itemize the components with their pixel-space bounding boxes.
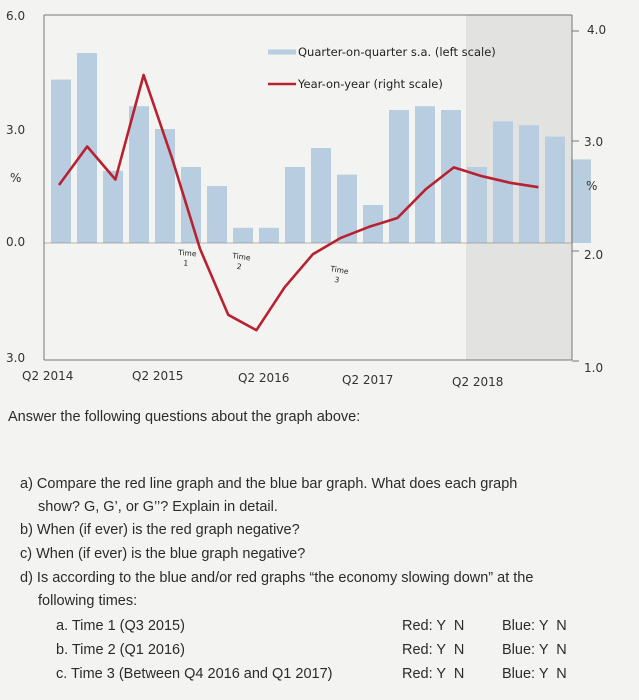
time2-label: b. Time 2 (Q1 2016) (56, 642, 185, 658)
right-tick-2: 2.0 (584, 248, 604, 262)
question-c: c) When (if ever) is the blue graph negative? (20, 546, 306, 562)
bar-16 (467, 167, 487, 243)
bar-2 (103, 171, 123, 243)
legend-bar-label: Quarter-on-quarter s.a. (left scale) (298, 45, 496, 59)
time1-label: a. Time 1 (Q3 2015) (56, 618, 185, 634)
x-tick-4: Q2 2018 (452, 375, 504, 389)
left-tick-3: 3.0 (6, 351, 26, 365)
time-annotation-1-word: Time (177, 248, 197, 259)
bar-4 (155, 129, 175, 243)
bar-8 (259, 228, 279, 243)
bar-7 (233, 228, 253, 243)
left-tick-0: 6.0 (6, 9, 26, 23)
time-annotation-1 (176, 248, 197, 268)
time3-row (56, 666, 631, 682)
bar-20 (571, 159, 591, 243)
time-annotation-1-number: 1 (183, 258, 189, 268)
question-d-line1: d) Is according to the blue and/or red graphs “the economy slowing down” at the (20, 570, 534, 586)
bar-10 (311, 148, 331, 243)
right-tick-0: 4.0 (587, 23, 607, 37)
legend-line-label: Year-on-year (right scale) (298, 77, 443, 91)
time1-red: Red: Y N (402, 618, 465, 634)
x-tick-2: Q2 2016 (238, 371, 290, 385)
question-a-line1: a) Compare the red line graph and the blue bar graph. What does each graph (20, 476, 518, 492)
bar-0 (51, 80, 71, 243)
right-tick-3: 1.0 (584, 361, 604, 375)
bar-13 (389, 110, 409, 243)
intro-text: Answer the following questions about the graph above: (8, 409, 361, 425)
bar-5 (181, 167, 201, 243)
bar-9 (285, 167, 305, 243)
time3-label: c. Time 3 (Between Q4 2016 and Q1 2017) (56, 666, 333, 682)
time1-row (56, 618, 631, 634)
time-annotation-2-number: 2 (236, 261, 243, 272)
time2-row (56, 642, 631, 658)
left-tick-unit: % (10, 171, 22, 185)
bar-6 (207, 186, 227, 243)
question-b: b) When (if ever) is the red graph negative? (20, 522, 300, 538)
time2-blue: Blue: Y N (502, 642, 567, 658)
question-d-line2: following times: (38, 593, 138, 609)
bar-14 (415, 106, 435, 243)
x-tick-3: Q2 2017 (342, 373, 394, 387)
legend (268, 45, 496, 91)
right-tick-1: 3.0 (584, 135, 604, 149)
bar-19 (545, 137, 565, 243)
time3-blue: Blue: Y N (502, 666, 567, 682)
time-annotation-2-word: Time (231, 251, 252, 263)
left-tick-1: 3.0 (6, 123, 26, 137)
time-annotation-3 (327, 264, 350, 286)
question-a-line2: show? G, G’, or G’’? Explain in detail. (38, 499, 278, 515)
time2-red: Red: Y N (402, 642, 465, 658)
time-annotation-2 (229, 251, 251, 273)
right-tick-unit: % (586, 179, 598, 193)
time-annotation-3-word: Time (329, 264, 350, 277)
x-tick-0: Q2 2014 (22, 369, 74, 383)
time1-blue: Blue: Y N (502, 618, 567, 634)
left-tick-2: 0.0 (6, 235, 26, 249)
time-annotation-3-number: 3 (333, 274, 341, 285)
x-tick-1: Q2 2015 (132, 369, 184, 383)
time3-red: Red: Y N (402, 666, 465, 682)
bar-3 (129, 106, 149, 243)
